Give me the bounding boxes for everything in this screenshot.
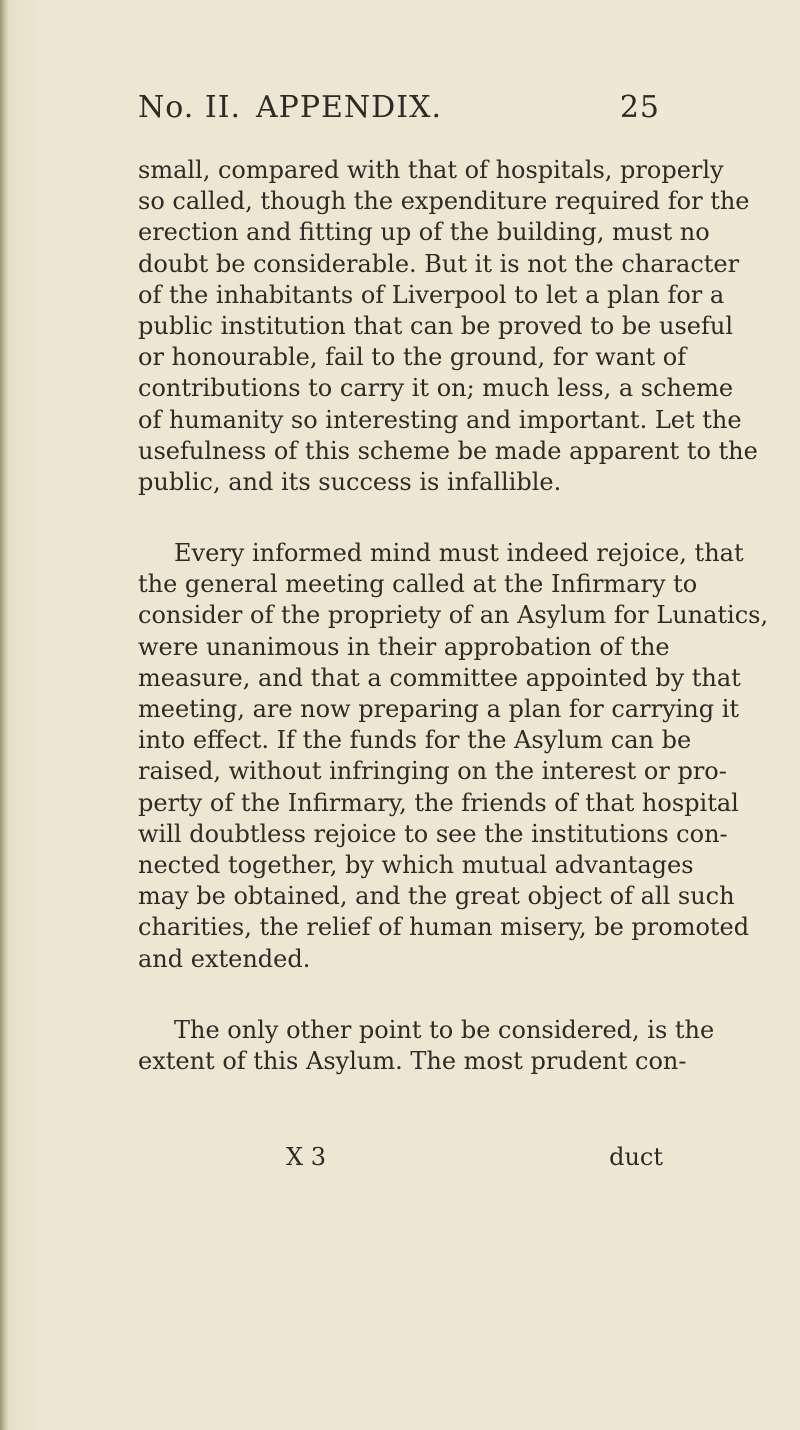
text-line: will doubtless rejoice to see the institutions con-: [138, 819, 728, 848]
text-line: The only other point to be considered, is the: [174, 1015, 715, 1044]
page-footer: [138, 1143, 663, 1177]
text-line: public, and its success is infallible.: [138, 467, 562, 496]
text-line: and extended.: [138, 944, 311, 973]
text-line: public institution that can be proved to be useful: [138, 311, 733, 340]
text-line: may be obtained, and the great object of all such: [138, 882, 735, 911]
page-number: 25: [619, 90, 660, 125]
text-line: charities, the relief of human misery, be promoted: [138, 913, 750, 942]
text-line: the general meeting called at the Infirmary to: [138, 570, 698, 599]
text-line: Every informed mind must indeed rejoice, that: [174, 539, 744, 568]
text-line: into effect. If the funds for the Asylum can be: [138, 726, 692, 755]
text-line: contributions to carry it on; much less, a scheme: [138, 374, 734, 403]
text-line: extent of this Asylum. The most prudent con-: [138, 1046, 687, 1075]
text-line: doubt be considerable. But it is not the character: [138, 249, 740, 278]
running-head: [138, 90, 660, 138]
text-line: raised, without infringing on the interest or pro-: [138, 757, 727, 786]
paragraph-gap: [138, 975, 663, 1015]
running-title: APPENDIX.: [256, 90, 442, 125]
text-line: measure, and that a committee appointed by that: [138, 663, 741, 692]
catchword: duct: [609, 1143, 663, 1171]
text-line: perty of the Infirmary, the friends of that hospital: [138, 788, 739, 817]
text-line: small, compared with that of hospitals, properly: [138, 156, 724, 184]
paragraph-1: [138, 155, 758, 498]
text-line: or honourable, fail to the ground, for want of: [138, 343, 687, 372]
section-label: No. II.: [138, 90, 242, 125]
paragraph-3: [138, 1015, 715, 1077]
text-line: of the inhabitants of Liverpool to let a plan for a: [138, 280, 725, 309]
text-line: nected together, by which mutual advantages: [138, 850, 694, 879]
paragraph-gap: [138, 498, 663, 538]
text-line: usefulness of this scheme be made apparent to the: [138, 436, 758, 465]
text-line: were unanimous in their approbation of the: [138, 632, 670, 661]
signature-mark: X 3: [286, 1143, 326, 1171]
text-line: meeting, are now preparing a plan for carrying it: [138, 695, 740, 723]
text-line: so called, though the expenditure required for the: [138, 187, 750, 216]
text-line: erection and fitting up of the building, must no: [138, 218, 710, 247]
text-line: consider of the propriety of an Asylum for Lunatics,: [138, 601, 769, 630]
body-text: [138, 155, 769, 1077]
binding-edge: [0, 0, 8, 1430]
text-line: of humanity so interesting and important. Let the: [138, 405, 742, 434]
paragraph-2: [138, 538, 769, 975]
